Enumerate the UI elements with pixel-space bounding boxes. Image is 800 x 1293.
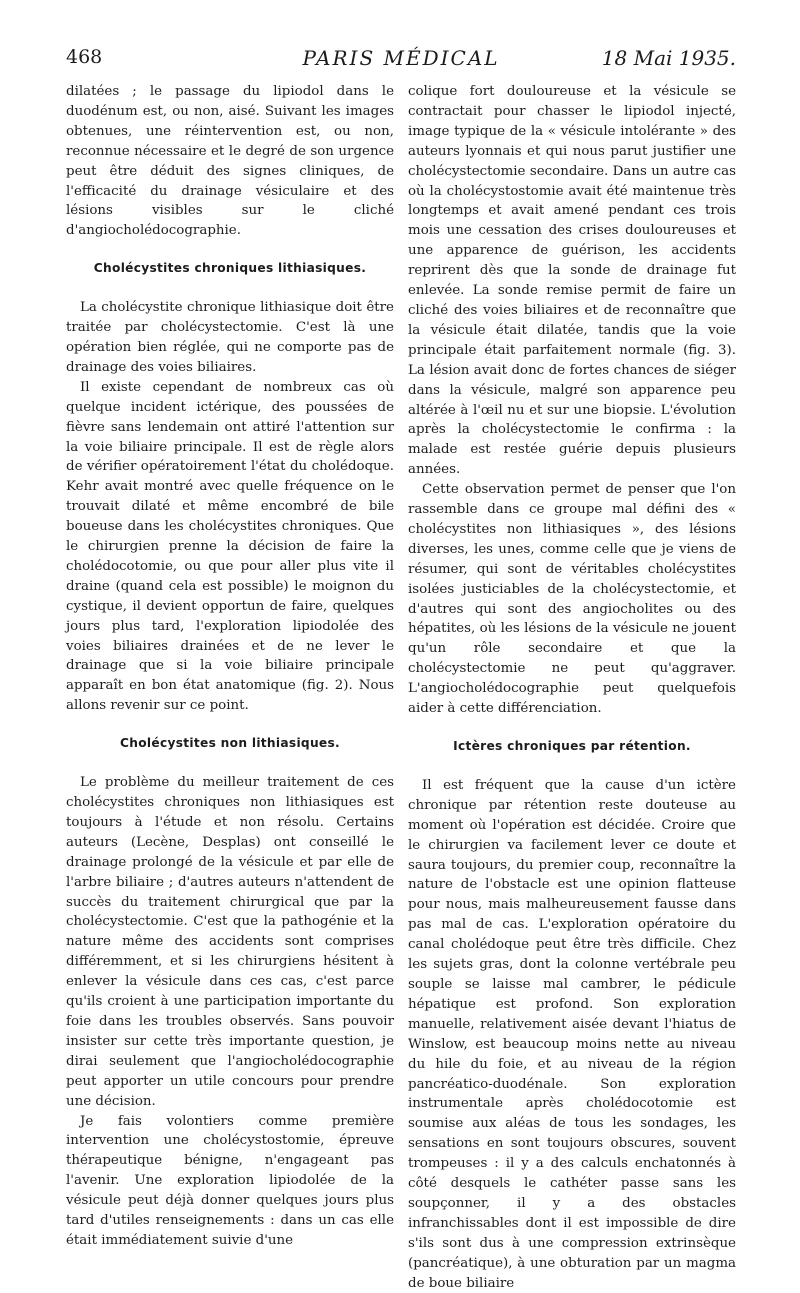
paragraph-lithiasiques-1: La cholécystite chronique lithiasique doit être traitée par cholécystectomie. C'est là une opération bien réglée, qui ne comporte pas de drainage des voies biliaires. [66,300,394,375]
page-number: 468 [66,46,103,68]
left-column [66,82,394,1251]
issue-date: 18 Mai 1935. [601,46,736,70]
heading-non-lithiasiques: Cholécystites non lithiasiques. [120,736,340,751]
page-header [66,46,736,76]
right-column [408,82,736,1293]
paragraph-non-lithiasiques-2: Je fais volontiers comme première intervention une cholécystostomie, épreuve thérapeutique bénigne, n'engageant pas l'avenir. Une exploration lipiodolée de la vésicule peut déjà donner quelques jours plus tard d'utiles renseignements : dans un cas elle était immédiatement suivie d'une [66,1113,394,1248]
paragraph-observation: Cette observation permet de penser que l'on rassemble dans ce groupe mal défini des « cholécystites non lithiasiques », des lésions diverses, les unes, comme celle que je viens de résumer, qui sont de véritables cholécystites isolées justiciables de la cholécystectomie, et d'autres qui sont des angiocholites ou des hépatites, où les lésions de la vésicule ne jouent qu'un rôle secondaire et que la cholécystectomie ne peut qu'aggraver. L'angiocholédocographie peut quelquefois aider à cette différenciation. [408,482,736,717]
paragraph-lithiasiques-2: Il existe cependant de nombreux cas où quelque incident ictérique, des poussées de fièvre sans lendemain ont attiré l'attention sur la voie biliaire principale. Il est de règle alors de vérifier opératoirement l'état du cholédoque. Kehr avait montré avec quelle fréquence on le trouvait dilaté et même encombré de bile boueuse dans les cholécystites chroniques. Que le chirurgien prenne la décision de faire la cholédocotomie, ou que pour aller plus vite il draine (quand cela est possible) le moignon du cystique, il devient opportun de faire, quelques jours plus tard, l'exploration lipiodolée des voies biliaires drainées et de ne lever le drainage que si la voie biliaire principale apparaît en bon état anatomique (fig. 2). Nous allons revenir sur ce point. [66,379,394,714]
paragraph-non-lithiasiques-1: Le problème du meilleur traitement de ces cholécystites chroniques non lithiasiques est toujours à l'étude et non résolu. Certains auteurs (Lecène, Desplas) ont conseillé le drainage prolongé de la vésicule et par elle de l'arbre biliaire ; d'autres auteurs n'attendent de succès du traitement chirurgical que par la cholécystectomie. C'est que la pathogénie et la nature même des accidents sont comprises différemment, et si les chirurgiens hésitent à enlever la vésicule dans ces cas, c'est parce qu'ils croient à une participation importante du foie dans les troubles observés. Sans pouvoir insister sur cette très importante question, je dirai seulement que l'angiocholédocographie peut apporter un utile concours pour prendre une décision. [66,775,394,1109]
heading-lithiasiques: Cholécystites chroniques lithiasiques. [93,261,367,276]
paragraph-continued: colique fort douloureuse et la vésicule se contractait pour chasser le lipiodol injecté, image typique de la « vésicule intolérante » des auteurs lyonnais et qui nous parut justifier une cholécystectomie secondaire. Dans un autre cas où la cholécystostomie avait été maintenue très longtemps et avait amené pendant ces trois mois une cessation des crises douloureuses et une apparence de guérison, les accidents reprirent dès que la sonde de drainage fut enlevée. La sonde remise permit de faire un cliché des voies biliaires et de reconnaître que la vésicule était dilatée, tandis que la voie principale était parfaitement normale (fig. 3). La lésion avait donc de fortes chances de siéger dans la vésicule, malgré son apparence peu altérée à l'œil nu et sur une biopsie. L'évolution après la cholécystectomie le confirma : la malade est restée guérie depuis plusieurs années. [408,84,736,478]
heading-icteres: Ictères chroniques par rétention. [453,739,691,753]
paragraph-intro: dilatées ; le passage du lipiodol dans le duodénum est, ou non, aisé. Suivant les images obtenues, une réintervention est, ou non, reconnue nécessaire et le degré de son urgence peut être déduit des signes cliniques, de l'efficacité du drainage vésiculaire et des lésions visibles sur le cliché d'angiocholédocographie. [66,84,394,239]
paragraph-icteres: Il est fréquent que la cause d'un ictère chronique par rétention reste douteuse au moment où l'opération est décidée. Croire que le chirurgien va facilement lever ce doute et saura toujours, du premier coup, reconnaître la nature de l'obstacle est une opinion flatteuse pour nous, mais malheureusement fausse dans pas mal de cas. L'exploration opératoire du canal cholédoque peut être très difficile. Chez les sujets gras, dont la colonne vertébrale peu souple se laisse mal cambrer, le pédicule hépatique est profond. Son exploration manuelle, relativement aisée devant l'hiatus de Winslow, est beaucoup moins nette au niveau du hile du foie, et au niveau de la région pancréatico-duodénale. Son exploration instrumentale après cholédocotomie est soumise aux aléas de tous les sondages, les sensations en sont toujours obscures, souvent trompeuses : il y a des calculs enchatonnés à côté desquels le cathéter passe sans les soupçonner, il y a des obstacles infranchissables dont il est impossible de dire s'ils sont dus à une compression extrinsèque (pancréatique), à une obturation par un magma de boue biliaire [408,777,736,1291]
journal-title: PARIS MÉDICAL [302,46,500,70]
